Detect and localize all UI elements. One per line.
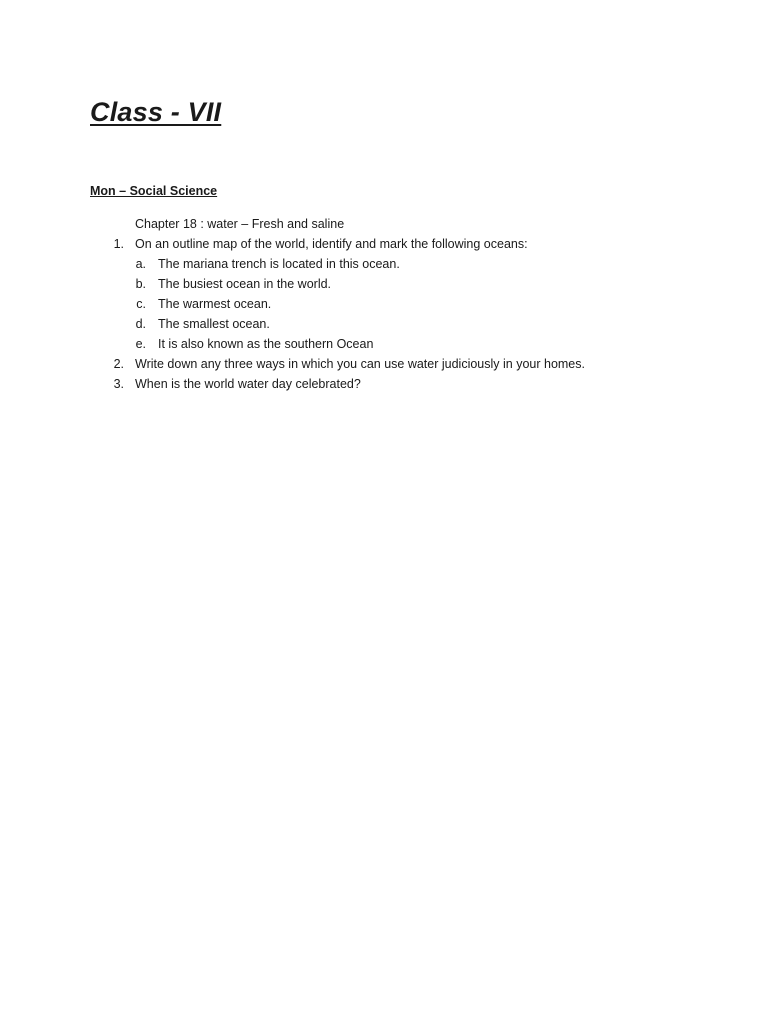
question-number: 3. (113, 377, 124, 391)
chapter-title: Chapter 18 : water – Fresh and saline (135, 217, 345, 231)
document-title: Class - VII (90, 97, 222, 127)
question-text: On an outline map of the world, identify and mark the following oceans: (135, 237, 528, 251)
sub-question-text: The mariana trench is located in this ocean. (158, 257, 400, 271)
sub-question-text: The smallest ocean. (158, 317, 270, 331)
sub-question-text: It is also known as the southern Ocean (158, 337, 374, 351)
question-text: When is the world water day celebrated? (135, 377, 361, 391)
question-text: Write down any three ways in which you can use water judiciously in your homes. (135, 357, 585, 371)
sub-question-text: The warmest ocean. (158, 297, 272, 311)
sub-question-letter: c. (136, 297, 146, 311)
sub-question-letter: e. (135, 337, 146, 351)
sub-question-letter: a. (135, 257, 146, 271)
section-heading: Mon – Social Science (90, 184, 218, 198)
sub-question-text: The busiest ocean in the world. (158, 277, 332, 291)
sub-question-letter: d. (135, 317, 146, 331)
question-number: 2. (113, 357, 124, 371)
question-number: 1. (113, 237, 124, 251)
sub-question-letter: b. (135, 277, 146, 291)
